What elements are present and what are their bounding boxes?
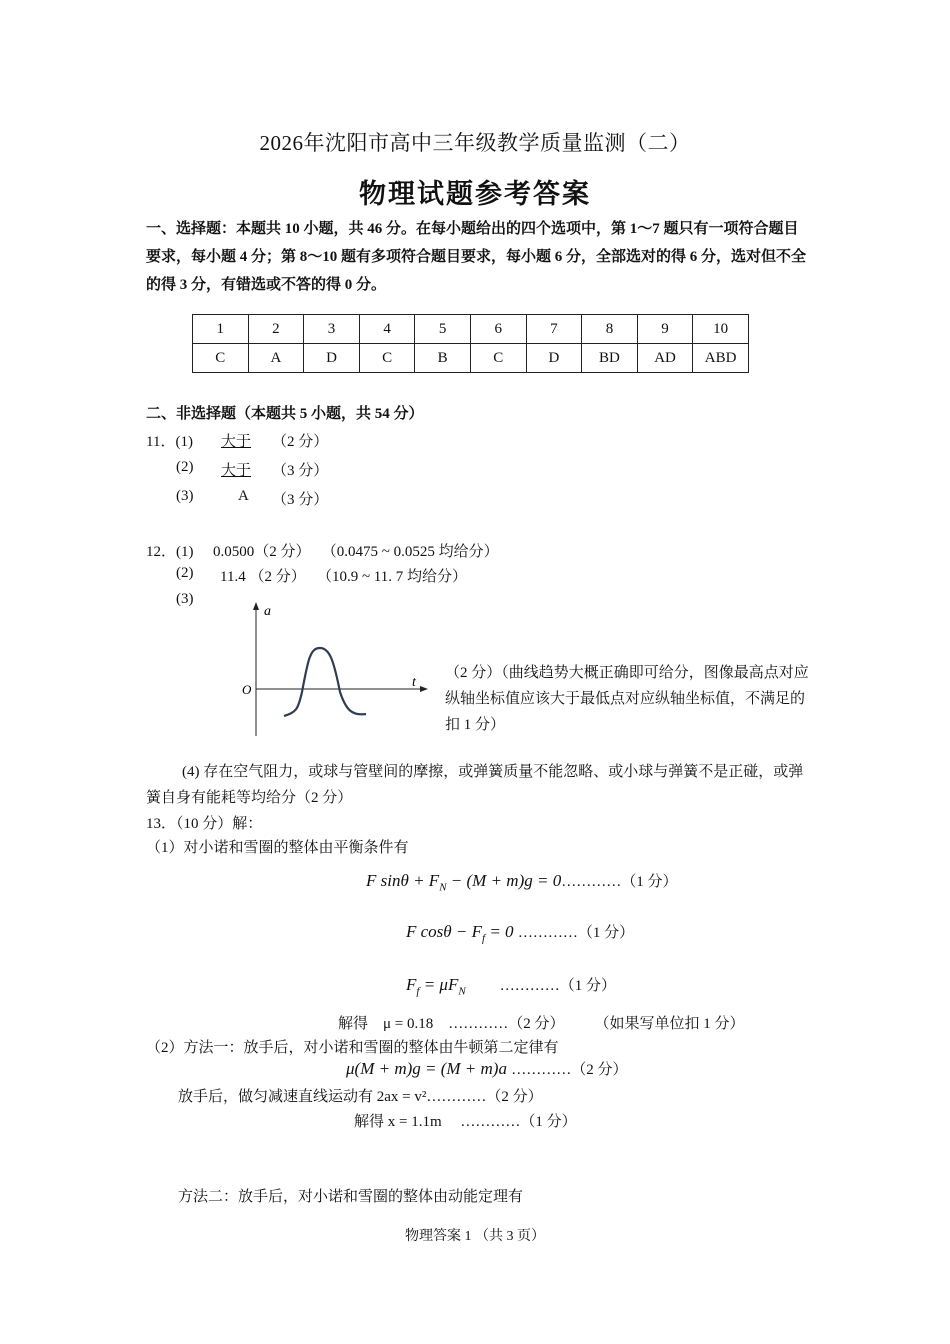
page-footer: 物理答案 1 （共 3 页） [405, 1229, 545, 1244]
table-cell: 2 [248, 315, 304, 344]
y-axis-label: a [264, 604, 271, 619]
table-cell: ABD [693, 344, 749, 373]
q12-part1: 0.0500（2 分） （0.0475 ~ 0.0525 均给分） [213, 544, 499, 560]
q11-part3-label: (3) [176, 488, 194, 504]
origin-label: O [242, 682, 252, 697]
table-cell: BD [582, 344, 638, 373]
q12-part4: (4) 存在空气阻力，或球与管壁间的摩擦，或弹簧质量不能忽略、或小球与弹簧不是正碰，或弹簧自身有能耗等均给分（2 分） [146, 764, 804, 806]
table-cell: 8 [582, 315, 638, 344]
q12-part3-label: (3) [176, 591, 194, 607]
table-cell: D [526, 344, 582, 373]
section2-heading: 二、非选择题（本题共 5 小题，共 54 分） [146, 406, 424, 422]
q12-label: 12．(1) [146, 544, 194, 560]
table-row-answers [193, 344, 749, 373]
q13-result-1: 解得 μ = 0.18 …………（2 分） （如果写单位扣 1 分） [338, 1016, 745, 1032]
x-axis-arrow-icon [420, 686, 428, 692]
x-axis-label: t [412, 675, 416, 690]
q13-method-2: 方法二：放手后，对小诺和雪圈的整体由动能定理有 [178, 1189, 524, 1205]
q13-part1-intro: （1）对小诺和雪圈的整体由平衡条件有 [146, 840, 409, 856]
q13-label: 13．（10 分）解： [146, 816, 263, 832]
table-cell: C [359, 344, 415, 373]
table-cell: C [193, 344, 249, 373]
q13-part2-intro: （2）方法一：放手后，对小诺和雪圈的整体由牛顿第二定律有 [146, 1040, 559, 1056]
acceleration-time-graph [236, 600, 436, 740]
q12-part3-note: （2 分）（曲线趋势大概正确即可给分，图像最高点对应纵轴坐标值应该大于最低点对应纵轴坐标值，不满足的扣 1 分） [445, 665, 809, 733]
acceleration-curve [284, 648, 366, 716]
table-cell: 9 [637, 315, 693, 344]
q13-result-2: 解得 x = 1.1m …………（1 分） [354, 1114, 577, 1130]
table-cell: 6 [470, 315, 526, 344]
equation-4: μ(M + m)g = (M + m)a …………（2 分） [346, 1059, 628, 1078]
table-cell: C [470, 344, 526, 373]
equation-3: $F_f = \mu F_N$ …………（1 分） [406, 975, 616, 998]
table-cell: 3 [304, 315, 360, 344]
q11-part2-label: (2) [176, 459, 194, 475]
section1-heading: 一、选择题：本题共 10 小题，共 46 分。在每小题给出的四个选项中，第 1～7 题只有一项符合题目要求，每小题 4 分；第 8～10 题有多项符合题目要求，每小题 6 分，全部选对的得 6 分，选对但不全的得 3 分，有错选或不答的得 0 分。 [146, 221, 807, 293]
table-cell: B [415, 344, 471, 373]
table-cell: 5 [415, 315, 471, 344]
table-cell: 4 [359, 315, 415, 344]
table-row-numbers [193, 315, 749, 344]
page-subtitle: 物理试题参考答案 [359, 179, 591, 209]
q13-line-5: 放手后，做匀减速直线运动有 2ax = v²…………（2 分） [178, 1089, 543, 1105]
q11-label: 11．(1) [146, 434, 193, 450]
q11-part1-answer: 大于 [221, 434, 252, 450]
q11-part2-score: （3 分） [272, 463, 329, 479]
q11-part3-answer: A [238, 488, 249, 504]
table-cell: AD [637, 344, 693, 373]
q12-part2-label: (2) [176, 565, 194, 581]
q11-part2-answer: 大于 [221, 463, 252, 479]
table-cell: A [248, 344, 304, 373]
equation-2: F $\cos\theta - F_f = 0$ …………（1 分） [406, 922, 635, 945]
equation-1: F $\sin\theta + F_N - (M + m)g$ = 0…………（1 分） [366, 871, 678, 894]
q11-part3-score: （3 分） [272, 492, 329, 508]
table-cell: D [304, 344, 360, 373]
q11-part1-score: （2 分） [272, 434, 329, 450]
q12-part2: 11.4 （2 分） （10.9 ~ 11. 7 均给分） [220, 569, 468, 585]
page-title: 2026年沈阳市高中三年级教学质量监测（二） [259, 131, 691, 155]
table-cell: 7 [526, 315, 582, 344]
table-cell: 1 [193, 315, 249, 344]
table-cell: 10 [693, 315, 749, 344]
answer-table [192, 314, 749, 373]
y-axis-arrow-icon [253, 602, 259, 610]
